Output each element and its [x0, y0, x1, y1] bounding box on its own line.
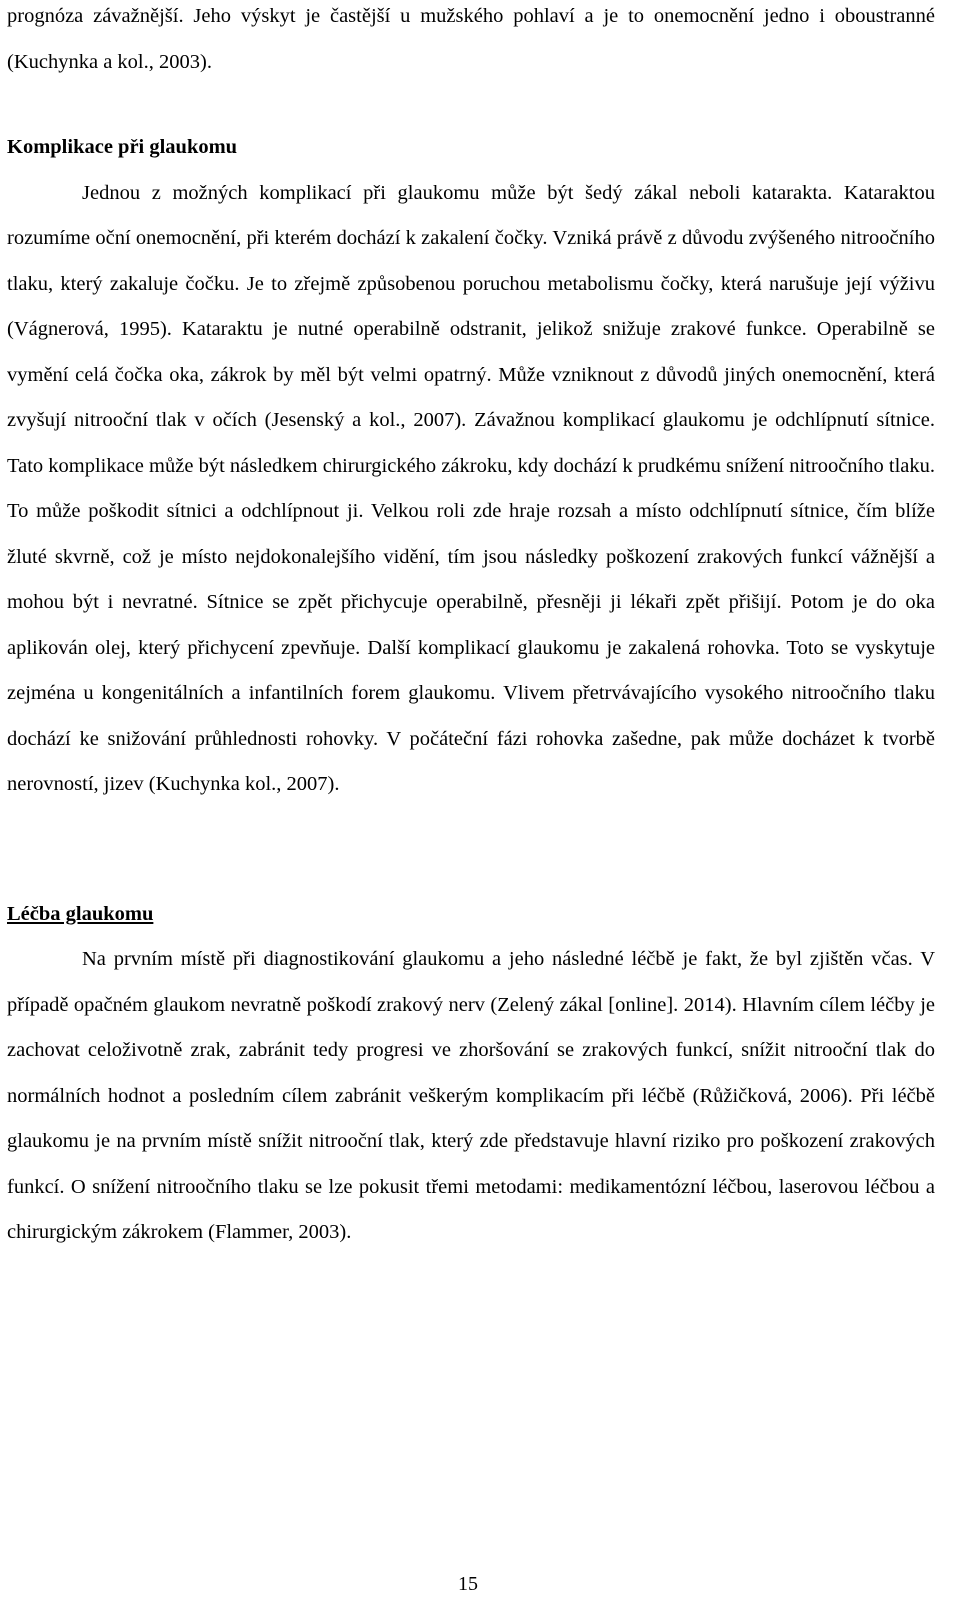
- section-heading-treatment: Léčba glaukomu: [7, 902, 154, 925]
- continued-paragraph: prognóza závažnější. Jeho výskyt je častější u mužského pohlaví a je to onemocnění jedno i oboustranné (Kuchynka a kol., 2003).: [7, 5, 935, 73]
- document-page: [7, 0, 935, 1256]
- section-heading-complications: Komplikace při glaukomu: [7, 136, 238, 158]
- paragraph-complications: Jednou z možných komplikací při glaukomu může být šedý zákal neboli katarakta. Kataraktou rozumíme oční onemocnění, při kterém dochází k zakalení čočky. Vzniká právě z důvodu zvýšeného nitroočního tlaku, který zakaluje čočku. Je to zřejmě způsobenou poruchou metabolismu čočky, která narušuje její výživu (Vágnerová, 1995). Kataraktu je nutné operabilně odstranit, jelikož snižuje zrakové funkce. Operabilně se vymění celá čočka oka, zákrok by měl být velmi opatrný. Může vzniknout z důvodů jiných onemocnění, která zvyšují nitrooční tlak v očích (Jesenský a kol., 2007). Závažnou komplikací glaukomu je odchlípnutí sítnice. Tato komplikace může být následkem chirurgického zákroku, kdy dochází k prudkému snížení nitroočního tlaku. To může poškodit sítnici a odchlípnout ji. Velkou roli zde hraje rozsah a místo odchlípnutí sítnice, čím blíže žluté skvrně, což je místo nejdokonalejšího vidění, tím jsou následky poškození zrakových funkcí vážnější a mohou být i nevratné. Sítnice se zpět přichycuje operabilně, přesněji ji lékaři zpět přišijí. Potom je do oka aplikován olej, který přichycení zpevňuje. Další komplikací glaukomu je zakalená rohovka. Toto se vyskytuje zejména u kongenitálních a infantilních forem glaukomu. Vlivem přetrvávajícího vysokého nitroočního tlaku dochází ke snižování průhlednosti rohovky. V počáteční fázi rohovka zašedne, pak může docházet k tvorbě nerovností, jizev (Kuchynka kol., 2007).: [7, 181, 935, 795]
- spacer: [7, 808, 935, 892]
- spacer: [7, 85, 935, 125]
- paragraph-treatment: Na prvním místě při diagnostikování glaukomu a jeho následné léčbě je fakt, že byl zjištěn včas. V případě opačném glaukom nevratně poškodí zrakový nerv (Zelený zákal [online]. 2014). Hlavním cílem léčby je zachovat celoživotně zrak, zabránit tedy progresi ve zhoršování se zrakových funkcí, snížit nitrooční tlak do normálních hodnot a posledním cílem zabránit veškerým komplikacím při léčbě (Růžičková, 2006). Při léčbě glaukomu je na prvním místě snížit nitrooční tlak, který zde představuje hlavní riziko pro poškození zrakových funkcí. O snížení nitroočního tlaku se lze pokusit třemi metodami: medikamentózní léčbou, laserovou léčbou a chirurgickým zákrokem (Flammer, 2003).: [7, 948, 935, 1243]
- page-number: 15: [458, 1573, 478, 1595]
